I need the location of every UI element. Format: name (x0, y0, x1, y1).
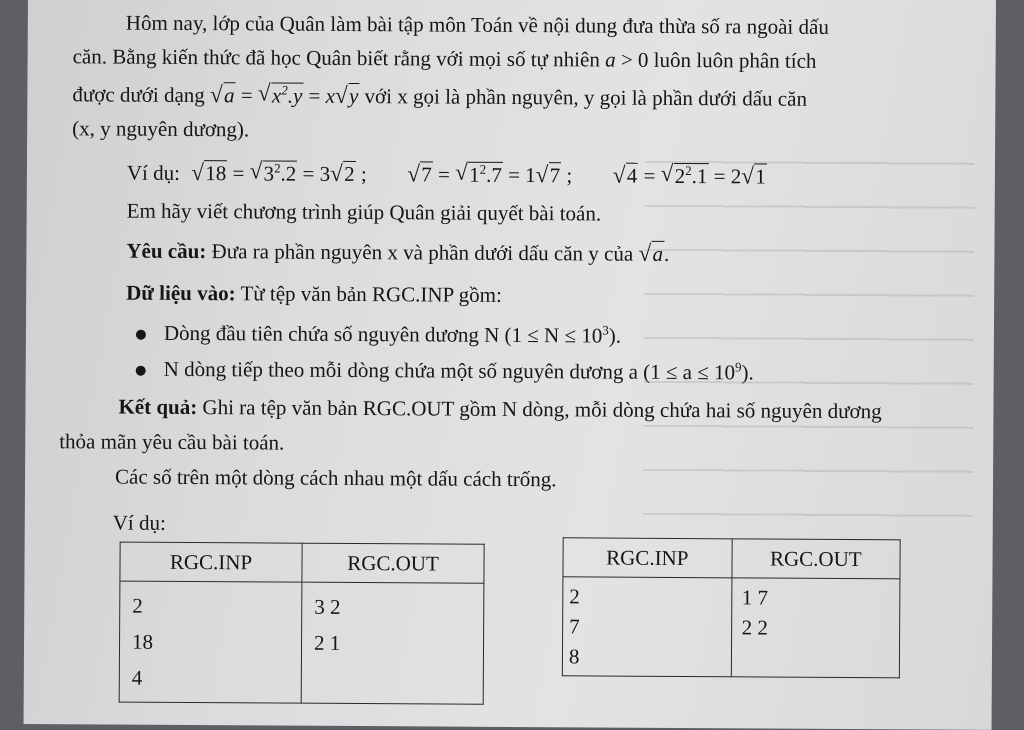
bullet-icon (136, 330, 146, 340)
paragraph-line-1: Hôm nay, lớp của Quân làm bài tập môn Toán về nội dung đưa thừa số ra ngoài dấu (125, 10, 829, 39)
input-cell: 2 7 8 (562, 577, 731, 677)
table-header: RGC.INP (563, 538, 732, 578)
output-cell: 1 7 2 2 (731, 578, 900, 678)
example-formulas: Ví dụ: √ 18 = √ $3^2.2 = 3√$ 2 ; √ 7 = √ $1^2.7 = 1√$ 7 ; √ 4 = √ $2^2.1 = 2√$ 1 (127, 161, 767, 188)
bullet-icon (136, 366, 146, 376)
output-cell: 3 2 2 1 (301, 582, 484, 704)
output-line-2: thỏa mãn yêu cầu bài toán. (59, 429, 285, 455)
input-heading: Dữ liệu vào: Từ tệp văn bản RGC.INP gồm: (126, 280, 502, 307)
task-paragraph: Em hãy viết chương trình giúp Quân giải quyết bài toán. (126, 198, 602, 226)
example-table-1 (119, 542, 485, 705)
formula-general: √ a = √ $x^2.y = x√$ y (210, 83, 365, 108)
requirement-line: Yêu cầu: Đưa ra phần nguyên x và phần dưới dấu căn y của √ a. (126, 241, 669, 265)
table-header: RGC.OUT (302, 543, 484, 583)
example-table-2 (562, 537, 901, 678)
output-line-3: Các số trên một dòng cách nhau một dấu cách trống. (114, 464, 557, 492)
paragraph-line-4: (x, y nguyên dương). (72, 116, 250, 142)
examples-label: Ví dụ: (112, 510, 166, 535)
paragraph-line-3: được dưới dạng √ a = √ $x^2.y = x√$ y với x gọi là phần nguyên, y gọi là phần dưới dấu căn (72, 82, 807, 109)
bleed-through-text (643, 133, 975, 535)
output-heading: Kết quả: Ghi ra tệp văn bản RGC.OUT gồm N dòng, mỗi dòng chứa hai số nguyên dương (118, 394, 882, 424)
table-header: RGC.OUT (731, 539, 900, 579)
input-cell: 2 18 4 (119, 581, 302, 703)
paper-sheet (24, 0, 996, 730)
input-bullet-2: N dòng tiếp theo mỗi dòng chứa một số nguyên dương a $(1 \le a \le 10^9)$. (136, 357, 754, 384)
paragraph-line-2: căn. Bằng kiến thức đã học Quân biết rằng với mọi số tự nhiên a > 0 luôn luôn phân tích (72, 44, 817, 73)
table-header: RGC.INP (120, 542, 302, 582)
input-bullet-1: Dòng đầu tiên chứa số nguyên dương N $(1 \le N \le 10^3)$. (136, 321, 621, 347)
